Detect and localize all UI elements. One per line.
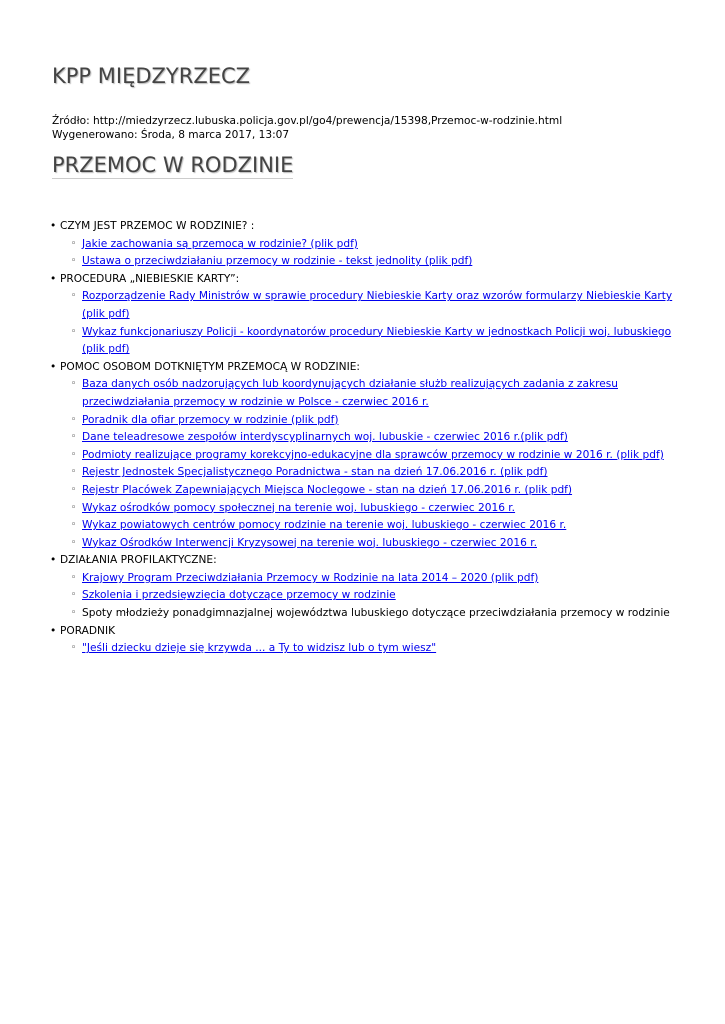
- section-items: [60, 236, 692, 271]
- section-heading: PORADNIK: [60, 624, 116, 637]
- section-item: [52, 218, 692, 271]
- document-link[interactable]: Krajowy Program Przeciwdziałania Przemocy w Rodzinie na lata 2014 – 2020 (plik pdf): [82, 571, 539, 584]
- site-title: KPP MIĘDZYRZECZ: [52, 64, 251, 88]
- bullet-icon: •: [50, 220, 57, 232]
- list-item: [60, 236, 692, 254]
- document-link[interactable]: Podmioty realizujące programy korekcyjno-edukacyjne dla sprawców przemocy w rodzinie w 2016 r. (plik pdf): [82, 448, 664, 461]
- document-link[interactable]: Szkolenia i przedsięwzięcia dotyczące przemocy w rodzinie: [82, 589, 396, 602]
- list-item: [60, 429, 692, 447]
- circle-bullet-icon: ◦: [71, 449, 77, 460]
- document-link[interactable]: Rozporządzenie Rady Ministrów w sprawie procedury Niebieskie Karty oraz wzorów formularzy Niebieskie Karty (plik pdf): [82, 290, 673, 320]
- bullet-icon: •: [50, 272, 57, 285]
- circle-bullet-icon: ◦: [71, 432, 77, 443]
- list-item: [60, 376, 692, 411]
- circle-bullet-icon: ◦: [71, 537, 77, 548]
- circle-bullet-icon: ◦: [71, 238, 77, 249]
- circle-bullet-icon: ◦: [71, 484, 77, 495]
- document-link[interactable]: Rejestr Jednostek Specjalistycznego Poradnictwa - stan na dzień 17.06.2016 r. (plik pdf): [82, 466, 548, 479]
- circle-bullet-icon: ◦: [71, 590, 77, 601]
- section-items: [60, 376, 692, 552]
- list-item: [60, 288, 692, 323]
- list-item: [60, 412, 692, 430]
- bullet-icon: •: [50, 554, 57, 567]
- section-items: [60, 570, 692, 623]
- section-heading: PROCEDURA „NIEBIESKIE KARTY”:: [60, 272, 240, 285]
- section-items: [60, 288, 692, 358]
- bullet-icon: •: [50, 624, 57, 637]
- list-item: [60, 482, 692, 500]
- list-item: [60, 587, 692, 605]
- document-link[interactable]: Dane teleadresowe zespołów interdyscyplinarnych woj. lubuskie - czerwiec 2016 r.(plik pdf): [82, 431, 568, 444]
- document-link[interactable]: Rejestr Placówek Zapewniających Miejsca Noclegowe - stan na dzień 17.06.2016 r. (plik pdf): [82, 483, 573, 496]
- circle-bullet-icon: ◦: [71, 256, 77, 267]
- list-item: [60, 447, 692, 465]
- document-link[interactable]: Wykaz Ośrodków Interwencji Kryzysowej na terenie woj. lubuskiego - czerwiec 2016 r.: [82, 536, 537, 549]
- document-link[interactable]: Poradnik dla ofiar przemocy w rodzinie (plik pdf): [82, 413, 339, 426]
- document-link[interactable]: "Jeśli dziecku dzieje się krzywda ... a Ty to widzisz lub o tym wiesz": [82, 642, 437, 655]
- circle-bullet-icon: ◦: [71, 467, 77, 478]
- list-item: [60, 324, 692, 359]
- generated-line: Wygenerowano: Środa, 8 marca 2017, 13:07: [52, 129, 290, 141]
- circle-bullet-icon: ◦: [71, 326, 77, 337]
- section-heading: CZYM JEST PRZEMOC W RODZINIE? :: [60, 220, 255, 232]
- circle-bullet-icon: ◦: [71, 379, 77, 390]
- list-item: [60, 535, 692, 553]
- source-line: Źródło: http://miedzyrzecz.lubuska.policja.gov.pl/go4/prewencja/15398,Przemoc-w-rodzinie.html: [52, 115, 563, 127]
- list-item: [60, 640, 692, 658]
- document-link[interactable]: Ustawa o przeciwdziałaniu przemocy w rodzinie - tekst jednolity (plik pdf): [82, 255, 473, 268]
- section-item: [52, 271, 692, 359]
- document-link[interactable]: Jakie zachowania są przemocą w rodzinie? (plik pdf): [82, 237, 358, 250]
- circle-bullet-icon: ◦: [71, 414, 77, 425]
- section-item: [52, 552, 692, 622]
- list-item: [60, 253, 692, 271]
- section-item: [52, 623, 692, 658]
- document-link[interactable]: Wykaz ośrodków pomocy społecznej na terenie woj. lubuskiego - czerwiec 2016 r.: [82, 501, 516, 514]
- list-item: [60, 605, 692, 623]
- document-link[interactable]: Baza danych osób nadzorujących lub koordynujących działanie służb realizujących zadania z zakresu przeciwdziałania przemocy w rodzinie w Polsce - czerwiec 2016 r.: [82, 378, 618, 408]
- circle-bullet-icon: ◦: [71, 608, 77, 619]
- list-item: [60, 500, 692, 518]
- bullet-icon: •: [50, 360, 57, 373]
- article-title: PRZEMOC W RODZINIE: [52, 153, 294, 177]
- section-heading: DZIAŁANIA PROFILAKTYCZNE:: [60, 554, 217, 567]
- circle-bullet-icon: ◦: [71, 502, 77, 513]
- circle-bullet-icon: ◦: [71, 643, 77, 654]
- list-item: [60, 570, 692, 588]
- document-link[interactable]: Wykaz powiatowych centrów pomocy rodzinie na terenie woj. lubuskiego - czerwiec 2016 r.: [82, 519, 567, 532]
- print-metadata: [52, 114, 562, 142]
- section-items: [60, 640, 692, 658]
- circle-bullet-icon: ◦: [71, 572, 77, 583]
- section-heading: POMOC OSOBOM DOTKNIĘTYM PRZEMOCĄ W RODZINIE:: [60, 360, 360, 373]
- section-item: [52, 359, 692, 553]
- list-item: [60, 517, 692, 535]
- document-link[interactable]: Wykaz funkcjonariuszy Policji - koordynatorów procedury Niebieskie Karty w jednostkach Policji woj. lubuskiego (plik pdf): [82, 325, 672, 356]
- section-list: [52, 218, 692, 658]
- circle-bullet-icon: ◦: [71, 520, 77, 531]
- circle-bullet-icon: ◦: [71, 291, 77, 302]
- list-item: [60, 464, 692, 482]
- item-text: Spoty młodzieży ponadgimnazjalnej województwa lubuskiego dotyczące przeciwdziałania przemocy w rodzinie: [82, 607, 670, 620]
